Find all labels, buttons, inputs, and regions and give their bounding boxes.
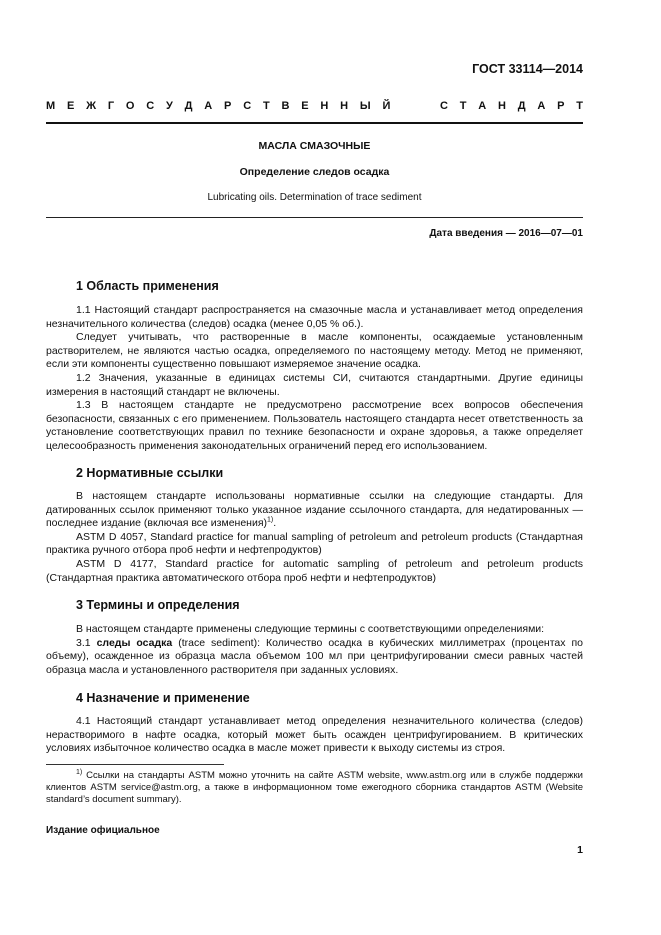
section-2-body [46,490,583,585]
section-2-p1 [46,490,583,531]
banner-letter: Е [66,100,75,112]
banner-gap [402,100,428,112]
banner-letter: Д [517,100,526,112]
footnote-text-block [46,770,583,807]
footnote-separator [46,764,224,765]
section-3-body [46,623,583,677]
document-title: МАСЛА СМАЗОЧНЫЕ [258,140,371,152]
banner-letter: В [281,100,290,112]
section-1-body [46,304,583,454]
official-edition-label: Издание официальное [46,825,160,836]
footnote-text: Ссылки на стандарты ASTM можно уточнить на сайте ASTM website, www.astm.org или в службе поддержки клиентов ASTM service@astm.org, а также в информационном томе ежегодного сборника стандартов ASTM (Website standard’s document summary). [46,770,583,806]
banner-letter: Ы [359,100,371,112]
section-2-p1-end: . [273,517,277,530]
footnote-marker: 1) [76,768,83,776]
banner-letter: Д [184,100,193,112]
header-rule-top [46,122,583,124]
banner-letter: Н [497,100,506,112]
interstate-standard-banner [46,100,583,112]
term-name: следы осадка [96,636,173,649]
term-definition: (trace sediment): Количество осадка в кубических миллиметрах (процентах по объему), осажденное из образца масла объемом 100 мл при центрифугировании смеси равных частей образца масла и установленного растворителя при заданных условиях. [46,636,583,676]
document-title-english: Lubricating oils. Determination of trace sediment [207,192,422,203]
section-4-heading: 4 Назначение и применение [76,691,250,705]
banner-letter: А [478,100,487,112]
introduction-date: Дата введения — 2016—07—01 [429,228,583,239]
banner-letter: У [166,100,173,112]
banner-letter: Г [107,100,115,112]
standard-number: ГОСТ 33114—2014 [472,62,583,76]
banner-letter: М [46,100,56,112]
banner-letter: Т [576,100,583,112]
section-4-p1: 4.1 Настоящий стандарт устанавливает метод определения незначительного количества (следов) нерастворимого в нафте осадка, который может быть осажден центрифугированием. В критических условиях избыточное количество осадка в масле может привести к выходу системы из строя. [46,715,583,755]
section-3-heading: 3 Термины и определения [76,598,240,612]
footnote [46,770,583,807]
section-2-p3: ASTM D 4177, Standard practice for automatic sampling of petroleum and petroleum products (Стандартная практика автоматического отбора проб нефти и нефтепродуктов) [46,557,583,584]
banner-letter: Н [320,100,329,112]
page-number: 1 [577,844,583,856]
section-3-p1: В настоящем стандарте применены следующие термины с соответствующими определениями: [76,623,545,635]
banner-letter: Н [340,100,349,112]
section-1-heading: 1 Область применения [76,279,219,293]
header-rule-bottom [46,217,583,218]
section-3-p2 [46,637,583,678]
banner-letter: О [125,100,135,112]
document-subtitle: Определение следов осадка [239,166,390,178]
banner-letter: С [439,100,448,112]
section-4-body [46,715,583,756]
footnote-ref: 1) [267,516,274,524]
banner-letter: Й [382,100,391,112]
section-1-p4: 1.3 В настоящем стандарте не предусмотрено рассмотрение всех вопросов обеспечения безопасности, связанных с его применением. Пользователь настоящего стандарта несет ответственность за установление соответствующих правил по технике безопасности и охране здоровья, а также определяет целесообразность применения законодательных ограничений перед его использованием. [46,399,583,452]
banner-letter: Р [557,100,565,112]
banner-letter: А [204,100,213,112]
banner-letter: С [146,100,155,112]
banner-letter: А [537,100,546,112]
banner-letter: Р [224,100,232,112]
banner-letter: С [243,100,252,112]
section-2-heading: 2 Нормативные ссылки [76,466,224,480]
section-1-p2: Следует учитывать, что растворенные в масле компоненты, осаждаемые установленным растворителем, не являются частью осадка, определяемого по настоящему методу. Метод не применяют, если эти компоненты существенно повышают измеряемое значение осадка. [46,331,583,371]
term-number: 3.1 [76,636,91,649]
banner-letter: Е [301,100,309,112]
section-1-p3: 1.2 Значения, указанные в единицах системы СИ, считаются стандартными. Другие единицы измерения в настоящий стандарт не включены. [46,371,583,398]
section-2-p2: ASTM D 4057, Standard practice for manual sampling of petroleum and petroleum products (Стандартная практика ручного отбора проб нефти и нефтепродуктов) [46,530,583,557]
banner-letter: Ж [86,100,97,112]
section-2-p1-text: В настоящем стандарте использованы нормативные ссылки на следующие стандарты. Для датированных ссылок применяют только указанное издание ссылочного стандарта, для недатированных — последнее издание (включая все изменения) [46,490,583,530]
section-1-p1: 1.1 Настоящий стандарт распространяется на смазочные масла и устанавливает метод определения незначительного количества (следов) осадка (менее 0,05 % об.). [46,304,583,330]
banner-letter: Т [459,100,467,112]
banner-letter: Т [262,100,270,112]
